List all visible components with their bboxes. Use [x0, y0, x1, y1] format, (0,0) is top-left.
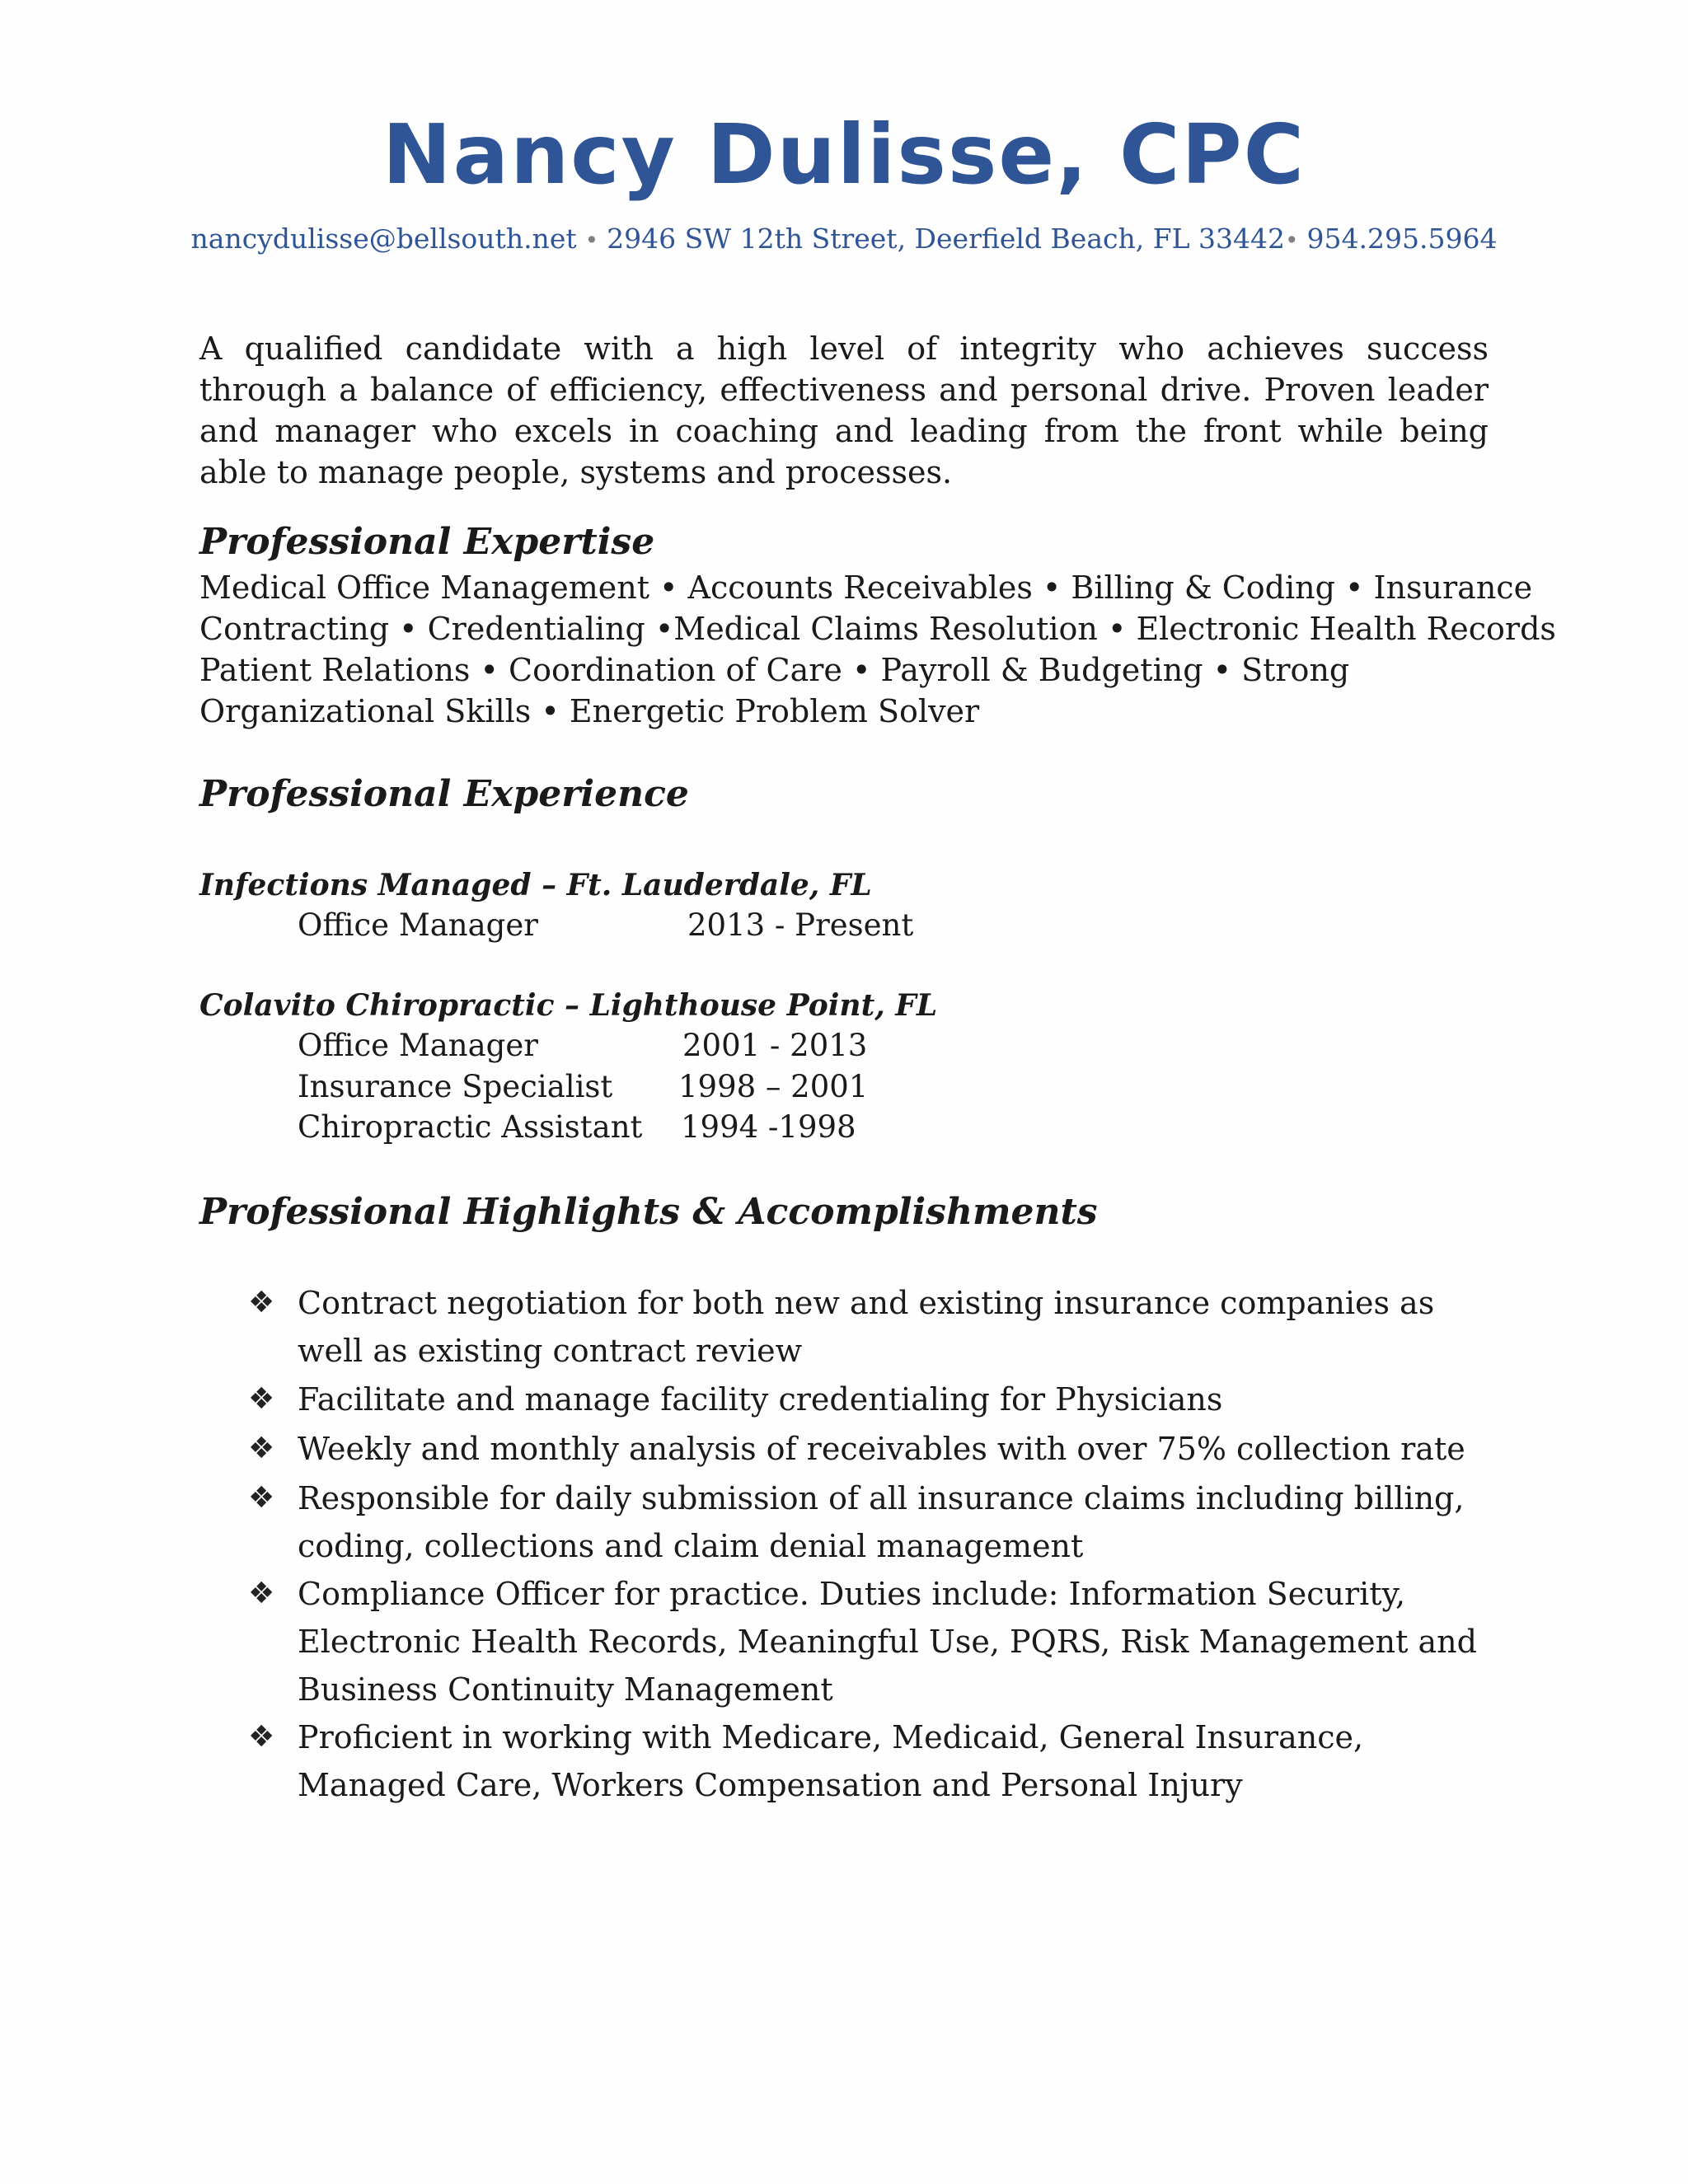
highlight-text: Contract negotiation for both new and existing insurance companies as well as existing contract review — [298, 1285, 1435, 1369]
experience-heading: Professional Experience — [199, 773, 689, 815]
highlight-text: Facilitate and manage facility credentialing for Physicians — [298, 1381, 1223, 1418]
separator-dot: • — [584, 227, 599, 254]
role-title: Chiropractic Assistant — [298, 1109, 643, 1145]
highlight-text: Weekly and monthly analysis of receivables with over 75% collection rate — [298, 1431, 1465, 1467]
diamond-bullet-icon: ❖ — [248, 1382, 275, 1416]
role-title: Office Manager — [298, 1028, 538, 1063]
role-dates: 2013 - Present — [687, 907, 914, 943]
expertise-line: Organizational Skills • Energetic Problem Solver — [199, 693, 980, 729]
diamond-bullet-icon: ❖ — [248, 1481, 275, 1515]
role-dates: 1998 – 2001 — [678, 1069, 869, 1104]
diamond-bullet-icon: ❖ — [248, 1577, 275, 1610]
expertise-line: Medical Office Management • Accounts Receivables • Billing & Coding • Insurance — [199, 569, 1533, 606]
diamond-bullet-icon: ❖ — [248, 1286, 275, 1319]
role-dates: 1994 -1998 — [681, 1109, 856, 1145]
diamond-bullet-icon: ❖ — [248, 1432, 275, 1465]
highlight-text: Compliance Officer for practice. Duties include: Information Security, Electronic Health Records, Meaningful Use, PQRS, Risk Management and Business Continuity Management — [298, 1576, 1477, 1708]
expertise-line: Patient Relations • Coordination of Care • Payroll & Budgeting • Strong — [199, 652, 1350, 688]
expertise-line: Contracting • Credentialing •Medical Claims Resolution • Electronic Health Records — [199, 611, 1556, 647]
expertise-list — [199, 567, 1556, 732]
employer-name: Colavito Chiropractic – Lighthouse Point, FL — [199, 988, 938, 1023]
highlight-text: Responsible for daily submission of all insurance claims including billing, coding, collections and claim denial management — [298, 1480, 1465, 1564]
address-text: 2946 SW 12th Street, Deerfield Beach, FL 33442 — [607, 223, 1285, 255]
highlights-heading: Professional Highlights & Accomplishments — [199, 1191, 1098, 1233]
separator-dot: • — [1285, 227, 1299, 254]
diamond-bullet-icon: ❖ — [248, 1720, 275, 1754]
summary-paragraph: A qualified candidate with a high level of integrity who achieves success through a balance of efficiency, effectiveness and personal drive. Proven leader and manager who excels in coaching and leading from the front while being able to manage people, systems and processes. — [199, 330, 1489, 490]
highlight-text: Proficient in working with Medicare, Medicaid, General Insurance, Managed Care, Workers Compensation and Personal Injury — [298, 1719, 1364, 1803]
role-dates: 2001 - 2013 — [682, 1028, 868, 1063]
employer-name: Infections Managed – Ft. Lauderdale, FL — [199, 868, 872, 902]
phone-text: 954.295.5964 — [1306, 223, 1498, 255]
expertise-heading: Professional Expertise — [199, 521, 655, 563]
contact-line — [0, 221, 1688, 259]
candidate-name: Nancy Dulisse, CPC — [382, 106, 1306, 203]
email-link[interactable]: nancydulisse@bellsouth.net — [190, 223, 577, 255]
role-title: Insurance Specialist — [298, 1069, 613, 1104]
role-title: Office Manager — [298, 907, 538, 943]
